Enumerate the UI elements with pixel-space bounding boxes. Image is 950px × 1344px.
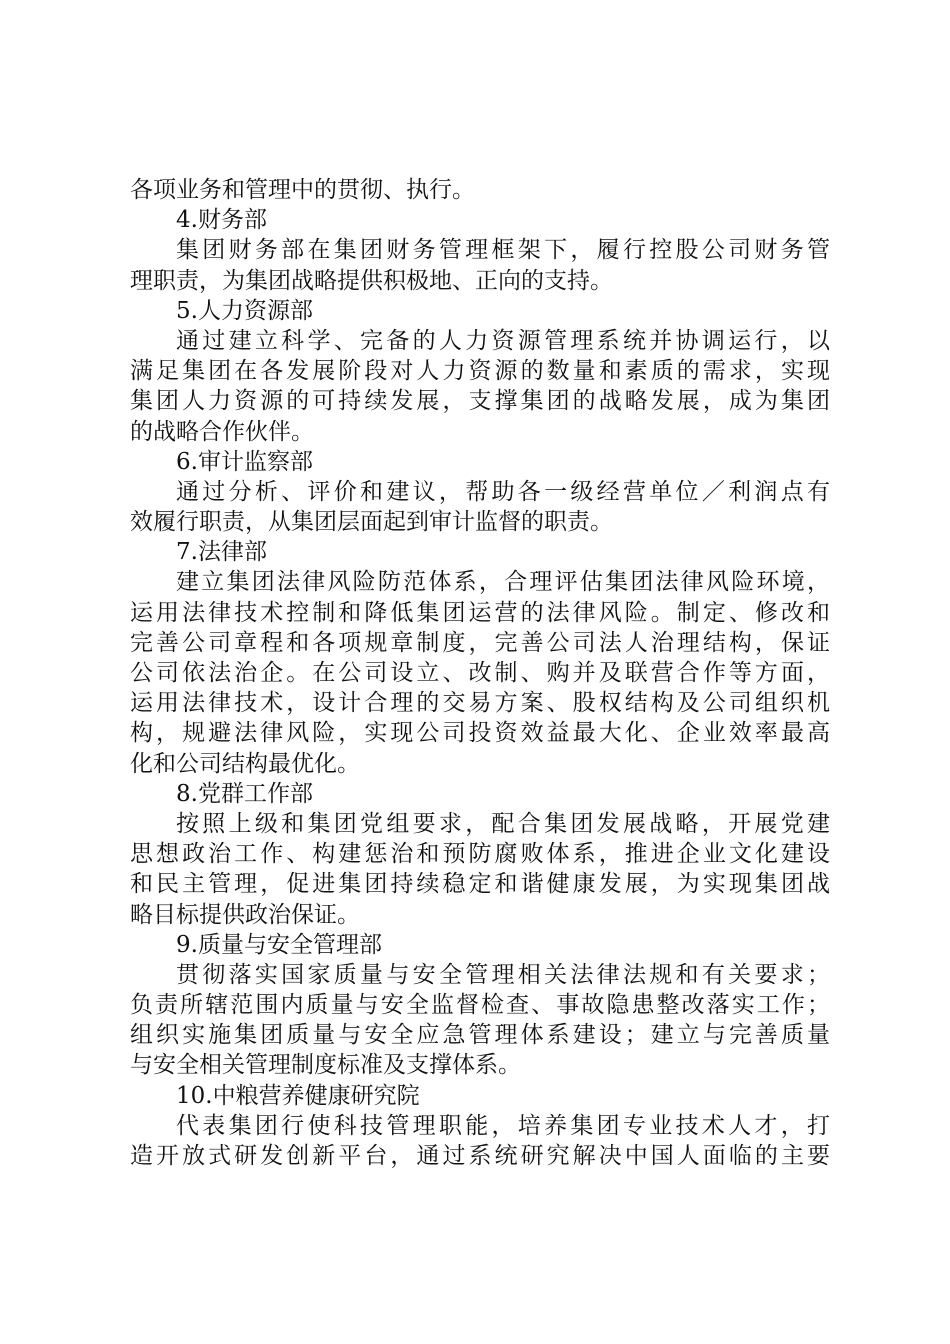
paragraph-first-line: 集团财务部在集团财务管理框架下，履行控股公司财务管 (176, 237, 830, 264)
section-heading: 7.法律部 (176, 539, 267, 566)
paragraph-line: 思想政治工作、构建惩治和预防腐败体系，推进企业文化建设 (130, 841, 830, 868)
paragraph-first-line: 通过建立科学、完备的人力资源管理系统并协调运行，以 (176, 327, 830, 354)
section-heading: 10.中粮营养健康研究院 (176, 1082, 420, 1109)
paragraph-first-line: 按照上级和集团党组要求，配合集团发展战略，开展党建 (176, 810, 830, 837)
paragraph-last-line: 略目标提供政治保证。 (130, 901, 360, 928)
paragraph-line: 集团人力资源的可持续发展，支撑集团的战略发展，成为集团 (130, 388, 830, 415)
paragraph-last-line: 与安全相关管理制度标准及支撑体系。 (130, 1052, 521, 1079)
paragraph-line: 完善公司章程和各项规章制度，完善公司法人治理结构，保证 (130, 629, 830, 656)
paragraph-line: 公司依法治企。在公司设立、改制、购并及联营合作等方面， (130, 660, 830, 686)
section-heading: 8.党群工作部 (176, 780, 313, 807)
document-body (130, 175, 830, 1171)
paragraph-line: 运用法律技术，设计合理的交易方案、股权结构及公司组织机 (130, 690, 830, 717)
paragraph-first-line: 代表集团行使科技管理职能，培养集团专业技术人才，打 (176, 1112, 830, 1139)
section-heading: 9.质量与安全管理部 (176, 931, 382, 958)
paragraph-line: 运用法律技术控制和降低集团运营的法律风险。制定、修改和 (130, 599, 830, 626)
paragraph-line: 满足集团在各发展阶段对人力资源的数量和素质的需求，实现 (130, 358, 830, 385)
paragraph-last-line: 的战略合作伙伴。 (130, 418, 314, 445)
section-heading: 4.财务部 (176, 207, 267, 234)
section-heading: 6.审计监察部 (176, 448, 313, 475)
section-heading: 5.人力资源部 (176, 297, 313, 324)
paragraph-last-line: 各项业务和管理中的贯彻、执行。 (130, 177, 475, 203)
paragraph-last-line: 效履行职责，从集团层面起到审计监督的职责。 (130, 509, 613, 536)
paragraph-line: 造开放式研发创新平台，通过系统研究解决中国人面临的主要 (130, 1143, 830, 1169)
paragraph-first-line: 贯彻落实国家质量与安全管理相关法律法规和有关要求； (176, 961, 830, 988)
paragraph-first-line: 通过分析、评价和建议，帮助各一级经营单位／利润点有 (176, 478, 830, 505)
paragraph-line: 和民主管理，促进集团持续稳定和谐健康发展，为实现集团战 (130, 871, 830, 898)
paragraph-last-line: 化和公司结构最优化。 (130, 750, 360, 777)
paragraph-first-line: 建立集团法律风险防范体系，合理评估集团法律风险环境， (176, 569, 830, 596)
paragraph-line: 负责所辖范围内质量与安全监督检查、事故隐患整改落实工作； (130, 992, 830, 1019)
paragraph-line: 组织实施集团质量与安全应急管理体系建设；建立与完善质量 (130, 1022, 830, 1049)
paragraph-line: 构，规避法律风险，实现公司投资效益最大化、企业效率最高 (130, 720, 830, 747)
paragraph-last-line: 理职责，为集团战略提供积极地、正向的支持。 (130, 267, 613, 294)
